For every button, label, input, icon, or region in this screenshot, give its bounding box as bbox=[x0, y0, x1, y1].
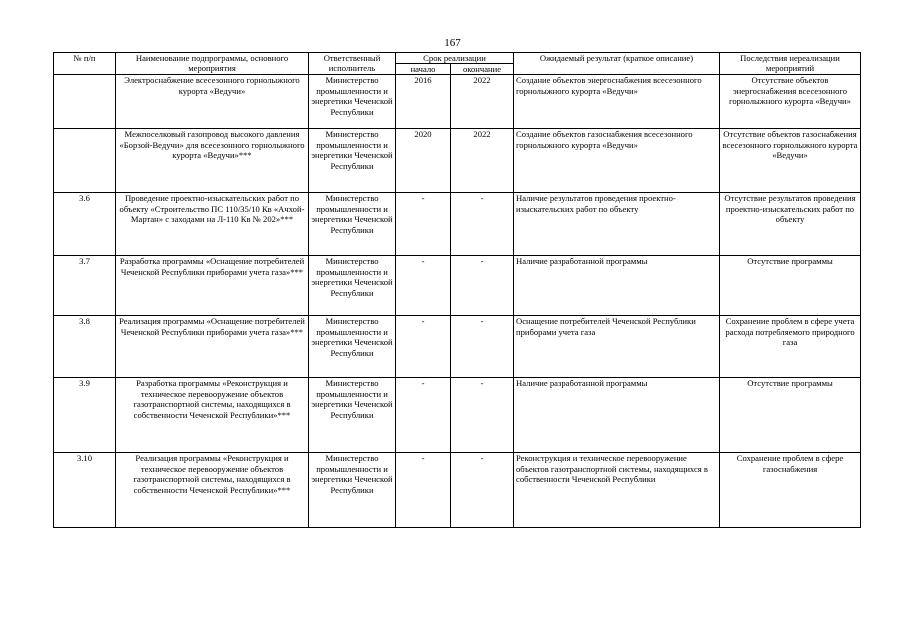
cell-executor: Министерство промышленности и энергетики Чеченской Республики bbox=[309, 378, 396, 453]
cell-num bbox=[54, 75, 116, 129]
cell-result: Создание объектов газоснабжения всесезонного горнолыжного курорта «Ведучи» bbox=[514, 129, 720, 193]
table-header-row bbox=[54, 53, 861, 64]
cell-result: Оснащение потребителей Чеченской Республики приборами учета газа bbox=[514, 316, 720, 378]
cell-start: 2020 bbox=[396, 129, 451, 193]
program-measures-table bbox=[53, 52, 861, 528]
cell-result: Наличие результатов проведения проектно-изыскательских работ по объекту bbox=[514, 193, 720, 256]
cell-consequences: Отсутствие объектов газоснабжения всесезонного горнолыжного курорта «Ведучи» bbox=[720, 129, 861, 193]
cell-start: - bbox=[396, 378, 451, 453]
cell-end: 2022 bbox=[451, 129, 514, 193]
cell-executor: Министерство промышленности и энергетики Чеченской Республики bbox=[309, 193, 396, 256]
cell-start: 2016 bbox=[396, 75, 451, 129]
cell-result: Наличие разработанной программы bbox=[514, 378, 720, 453]
cell-result: Реконструкция и техническое перевооружение объектов газотранспортной системы, находящихся в собственности Чеченской Республики bbox=[514, 453, 720, 528]
cell-result: Наличие разработанной программы bbox=[514, 256, 720, 316]
cell-num: 3.6 bbox=[54, 193, 116, 256]
cell-executor: Министерство промышленности и энергетики Чеченской Республики bbox=[309, 129, 396, 193]
cell-end: - bbox=[451, 453, 514, 528]
cell-end: 2022 bbox=[451, 75, 514, 129]
header-name: Наименование подпрограммы, основного мероприятия bbox=[116, 53, 309, 75]
cell-start: - bbox=[396, 193, 451, 256]
cell-end: - bbox=[451, 316, 514, 378]
cell-num: 3.7 bbox=[54, 256, 116, 316]
cell-consequences: Отсутствие программы bbox=[720, 378, 861, 453]
table-row bbox=[54, 453, 861, 528]
cell-num: 3.8 bbox=[54, 316, 116, 378]
table-row bbox=[54, 75, 861, 129]
cell-name: Проведение проектно-изыскательских работ по объекту «Строительство ПС 110/35/10 Кв «Ачхой-Мартан» с заходами на Л-110 Кв № 202»*** bbox=[116, 193, 309, 256]
table-row bbox=[54, 378, 861, 453]
cell-result: Создание объектов энергоснабжения всесезонного горнолыжного курорта «Ведучи» bbox=[514, 75, 720, 129]
cell-consequences: Отсутствие программы bbox=[720, 256, 861, 316]
cell-executor: Министерство промышленности и энергетики Чеченской Республики bbox=[309, 256, 396, 316]
cell-executor: Министерство промышленности и энергетики Чеченской Республики bbox=[309, 75, 396, 129]
cell-start: - bbox=[396, 316, 451, 378]
cell-num bbox=[54, 129, 116, 193]
cell-end: - bbox=[451, 256, 514, 316]
cell-name: Реализация программы «Оснащение потребителей Чеченской Республики приборами учета газа»*** bbox=[116, 316, 309, 378]
cell-executor: Министерство промышленности и энергетики Чеченской Республики bbox=[309, 453, 396, 528]
cell-num: 3.10 bbox=[54, 453, 116, 528]
cell-consequences: Отсутствие объектов энергоснабжения всесезонного горнолыжного курорта «Ведучи» bbox=[720, 75, 861, 129]
table-row bbox=[54, 129, 861, 193]
cell-consequences: Сохранение проблем в сфере газоснабжения bbox=[720, 453, 861, 528]
cell-end: - bbox=[451, 378, 514, 453]
header-end: окончание bbox=[451, 64, 514, 75]
cell-consequences: Сохранение проблем в сфере учета расхода потребляемого природного газа bbox=[720, 316, 861, 378]
table-row bbox=[54, 193, 861, 256]
cell-name: Межпоселковый газопровод высокого давления «Борзой-Ведучи» для всесезонного горнолыжного курорта «Ведучи»*** bbox=[116, 129, 309, 193]
header-executor: Ответственный исполнитель bbox=[309, 53, 396, 75]
table-row bbox=[54, 316, 861, 378]
header-start: начало bbox=[396, 64, 451, 75]
table-row bbox=[54, 256, 861, 316]
cell-start: - bbox=[396, 453, 451, 528]
cell-name: Разработка программы «Оснащение потребителей Чеченской Республики приборами учета газа»*** bbox=[116, 256, 309, 316]
cell-name: Электроснабжение всесезонного горнолыжного курорта «Ведучи» bbox=[116, 75, 309, 129]
cell-consequences: Отсутствие результатов проведения проектно-изыскательских работ по объекту bbox=[720, 193, 861, 256]
header-num: № п/п bbox=[54, 53, 116, 75]
cell-start: - bbox=[396, 256, 451, 316]
header-consequences: Последствия нереализации мероприятий bbox=[720, 53, 861, 75]
cell-name: Реализация программы «Реконструкция и техническое перевооружение объектов газотранспортной системы, находящихся в собственности Чеченской Республики»*** bbox=[116, 453, 309, 528]
cell-executor: Министерство промышленности и энергетики Чеченской Республики bbox=[309, 316, 396, 378]
cell-end: - bbox=[451, 193, 514, 256]
cell-name: Разработка программы «Реконструкция и техническое перевооружение объектов газотранспортной системы, находящихся в собственности Чеченской Республики»*** bbox=[116, 378, 309, 453]
header-period: Срок реализации bbox=[396, 53, 514, 64]
page-number: 167 bbox=[444, 37, 461, 49]
header-result: Ожидаемый результат (краткое описание) bbox=[514, 53, 720, 75]
cell-num: 3.9 bbox=[54, 378, 116, 453]
